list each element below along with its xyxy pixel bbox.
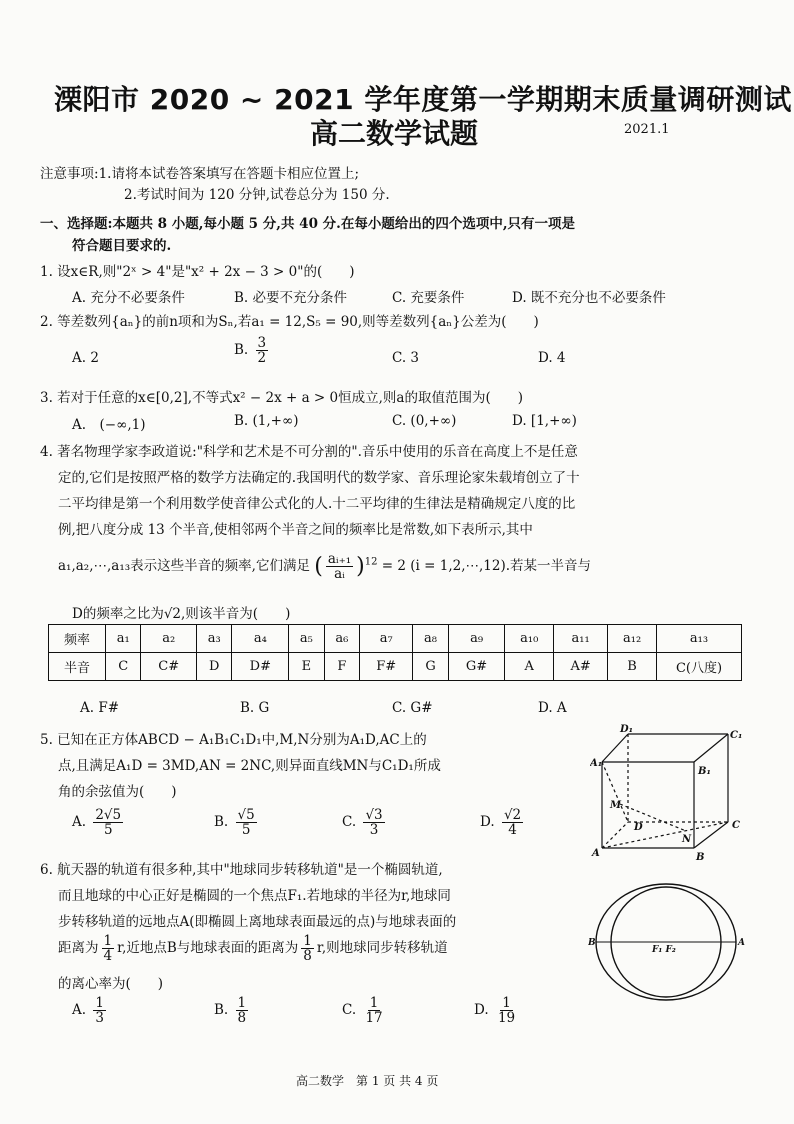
table-cell: D#	[232, 653, 289, 681]
exam-title: 溧阳市 2020 ~ 2021 学年度第一学期期末质量调研测试	[54, 83, 792, 116]
question-5-line-1: 5. 已知在正方体ABCD − A₁B₁C₁D₁中,M,N分别为A₁D,AC上的	[40, 732, 427, 748]
label-b1: B₁	[698, 766, 711, 777]
question-1-option-c: C. 充要条件	[392, 290, 465, 306]
denominator: aᵢ	[334, 566, 345, 583]
line-5-suffix: = 2 (i = 1,2,⋯,12).若某一半音与	[381, 558, 592, 575]
label-m: M	[610, 800, 622, 811]
notice-item-1: 1.请将本试卷答案填写在答题卡相应位置上;	[98, 166, 359, 182]
question-6-option-b	[214, 996, 251, 1025]
denominator: 19	[497, 1010, 516, 1027]
question-3-stem: 3. 若对于任意的x∈[0,2],不等式x² − 2x + a > 0恒成立,则a的取值范围为( )	[40, 390, 523, 406]
exponent: 12	[364, 556, 378, 568]
hidden-edge	[602, 822, 628, 848]
question-3-option-b: B. (1,+∞)	[234, 413, 299, 429]
table-cell: a₉	[448, 625, 505, 653]
table-cell: a₈	[413, 625, 448, 653]
denominator: 4	[508, 822, 517, 839]
table-cell: C(八度)	[657, 653, 742, 681]
question-5-line-2: 点,且满足A₁D = 3MD,AN = 2NC,则异面直线MN与C₁D₁所成	[58, 758, 441, 774]
segment-mn	[620, 804, 686, 831]
fraction	[256, 336, 269, 365]
table-cell: a₁₂	[608, 625, 657, 653]
question-1-stem: 1. 设x∈R,则"2ˣ > 4"是"x² + 2x − 3 > 0"的( )	[40, 264, 355, 280]
question-4-line-5	[58, 552, 591, 581]
line-5-prefix: a₁,a₂,⋯,a₁₃表示这些半音的频率,它们满足	[58, 558, 310, 575]
denominator: 5	[103, 822, 113, 839]
table-cell: G#	[448, 653, 505, 681]
orbit-figure	[588, 878, 748, 1010]
option-label: C.	[342, 814, 357, 831]
line-4-prefix: 距离为	[58, 940, 99, 957]
option-b-label: B.	[234, 342, 249, 359]
table-cell: A	[505, 653, 554, 681]
table-row	[49, 653, 742, 681]
table-cell: F	[324, 653, 359, 681]
question-6-option-d	[474, 996, 520, 1025]
question-6-line-5: 的离心率为( )	[58, 976, 164, 992]
denominator: 4	[103, 948, 113, 965]
question-4-option-c: C. G#	[392, 700, 433, 716]
edge	[694, 734, 728, 762]
numerator: 1	[95, 995, 104, 1011]
question-2-option-b	[234, 336, 271, 365]
question-3-option-c: C. (0,+∞)	[392, 413, 457, 429]
question-4-option-a: A. F#	[80, 700, 120, 716]
left-paren: (	[314, 554, 323, 580]
question-4-line-1: 4. 著名物理学家李政道说:"科学和艺术是不可分割的".音乐中使用的乐音在高度上不是任意	[40, 444, 578, 460]
cube-figure	[590, 722, 750, 866]
option-label: A.	[72, 1002, 87, 1019]
fraction	[93, 808, 123, 837]
numerator: aᵢ₊₁	[327, 551, 352, 567]
question-4-option-d: D. A	[538, 700, 567, 716]
table-cell: a₇	[360, 625, 413, 653]
question-4-line-6: D的频率之比为√2,则该半音为( )	[72, 606, 291, 622]
section-heading: 一、选择题:本题共 8 小题,每小题 5 分,共 40 分.在每小题给出的四个选项中,只有一项是	[40, 216, 576, 232]
table-cell: a₄	[232, 625, 289, 653]
table-cell: a₂	[141, 625, 196, 653]
exam-subtitle: 高二数学试题	[310, 117, 479, 150]
numerator: √3	[365, 807, 383, 823]
section-heading-cont: 符合题目要求的.	[72, 238, 172, 254]
label-d: D	[634, 822, 643, 833]
semitone-table	[48, 624, 742, 681]
segment-ac	[602, 822, 728, 848]
option-label: B.	[214, 814, 229, 831]
question-6-line-1: 6. 航天器的轨道有很多种,其中"地球同步转移轨道"是一个椭圆轨道,	[40, 862, 443, 878]
label-d1: D₁	[620, 724, 634, 735]
label-b: B	[696, 852, 705, 863]
fraction	[236, 996, 249, 1025]
question-1-option-a: A. 充分不必要条件	[72, 290, 185, 306]
label-a: A	[592, 848, 600, 859]
label-a: A	[738, 938, 745, 948]
question-5-option-a	[72, 808, 126, 837]
question-6-option-c	[342, 996, 388, 1025]
question-6-line-2: 而且地球的中心正好是椭圆的一个焦点F₁.若地球的半径为r,地球同	[58, 888, 451, 904]
fraction	[363, 808, 384, 837]
question-3-option-a: A. (−∞,1)	[72, 417, 146, 433]
line-4-middle: r,近地点B与地球表面的距离为	[117, 940, 299, 957]
denominator: 8	[237, 1010, 247, 1027]
question-5-option-b	[214, 808, 260, 837]
numerator: 1	[103, 933, 113, 949]
table-cell: a₁	[106, 625, 141, 653]
numerator: 1	[303, 933, 312, 949]
option-label: A.	[72, 814, 87, 831]
table-cell: F#	[360, 653, 413, 681]
question-6-line-3: 步转移轨道的远地点A(即椭圆上离地球表面最远的点)与地球表面的	[58, 914, 457, 930]
table-cell: 半音	[49, 653, 106, 681]
question-2-option-d: D. 4	[538, 350, 566, 366]
question-5-option-c	[342, 808, 388, 837]
numerator: √5	[237, 807, 255, 823]
question-2-option-a: A. 2	[72, 350, 99, 366]
edge	[694, 822, 728, 848]
table-cell: a₁₃	[657, 625, 742, 653]
table-cell: a₃	[196, 625, 231, 653]
table-cell: 频率	[49, 625, 106, 653]
table-cell: C#	[141, 653, 196, 681]
table-cell: a₁₁	[554, 625, 608, 653]
notice-label: 注意事项:	[40, 166, 99, 182]
label-c1: C₁	[730, 730, 743, 741]
fraction	[236, 808, 257, 837]
question-2-option-c: C. 3	[392, 350, 420, 366]
notice-item-2: 2.考试时间为 120 分钟,试卷总分为 150 分.	[124, 187, 390, 203]
numerator: 2√5	[95, 807, 122, 823]
label-a1: A₁	[590, 758, 603, 769]
option-label: B.	[214, 1002, 229, 1019]
table-cell: C	[106, 653, 141, 681]
fraction	[496, 996, 517, 1025]
denominator: 3	[95, 1010, 104, 1027]
label-n: N	[682, 834, 692, 845]
question-1-option-b: B. 必要不充分条件	[234, 290, 348, 306]
denominator: 5	[241, 822, 251, 839]
numerator: 3	[257, 335, 267, 351]
table-cell: G	[413, 653, 448, 681]
table-cell: E	[289, 653, 324, 681]
denominator: 3	[369, 822, 379, 839]
fraction	[93, 996, 106, 1025]
page-footer: 高二数学 第 1 页 共 4 页	[296, 1074, 439, 1088]
table-cell: D	[196, 653, 231, 681]
option-label: D.	[474, 1002, 489, 1019]
question-6-option-a	[72, 996, 109, 1025]
question-4-line-4: 例,把八度分成 13 个半音,使相邻两个半音之间的频率比是常数,如下表所示,其中	[58, 522, 533, 538]
denominator: 2	[257, 350, 267, 367]
fraction	[102, 934, 115, 963]
table-cell: B	[608, 653, 657, 681]
question-4-line-3: 二平均律是第一个利用数学使音律公式化的人.十二平均律的生律法是精确规定八度的比	[58, 496, 576, 512]
option-label: C.	[342, 1002, 357, 1019]
option-label: D.	[480, 814, 495, 831]
denominator: 8	[303, 948, 312, 965]
label-b: B	[588, 938, 596, 948]
table-row	[49, 625, 742, 653]
ratio-fraction	[326, 552, 353, 581]
question-5-option-d	[480, 808, 526, 837]
fraction	[363, 996, 384, 1025]
right-paren: )	[356, 554, 365, 580]
line-4-suffix: r,则地球同步转移轨道	[316, 940, 448, 957]
question-6-line-4	[58, 934, 448, 963]
question-3-option-d: D. [1,+∞)	[512, 413, 577, 429]
question-4-option-b: B. G	[240, 700, 270, 716]
label-foci: F₁ F₂	[652, 945, 676, 955]
numerator: 1	[237, 995, 247, 1011]
table-cell: a₆	[324, 625, 359, 653]
fraction	[502, 808, 523, 837]
table-cell: A#	[554, 653, 608, 681]
question-2-stem: 2. 等差数列{aₙ}的前n项和为Sₙ,若a₁ = 12,S₅ = 90,则等差数列{aₙ}公差为( )	[40, 314, 539, 330]
exam-date: 2021.1	[624, 122, 670, 137]
question-4-line-2: 定的,它们是按照严格的数学方法确定的.我国明代的数学家、音乐理论家朱载堉创立了十	[58, 470, 580, 486]
denominator: 17	[365, 1010, 383, 1027]
numerator: √2	[503, 807, 522, 823]
question-1-option-d: D. 既不充分也不必要条件	[512, 290, 666, 306]
edge	[602, 734, 628, 762]
fraction	[301, 934, 314, 963]
label-c: C	[732, 820, 740, 831]
question-5-line-3: 角的余弦值为( )	[58, 784, 177, 800]
table-cell: a₅	[289, 625, 324, 653]
segment-a1d	[602, 762, 628, 822]
numerator: 1	[502, 995, 511, 1011]
numerator: 1	[369, 995, 379, 1011]
table-cell: a₁₀	[505, 625, 554, 653]
notice-line-1	[40, 162, 359, 182]
